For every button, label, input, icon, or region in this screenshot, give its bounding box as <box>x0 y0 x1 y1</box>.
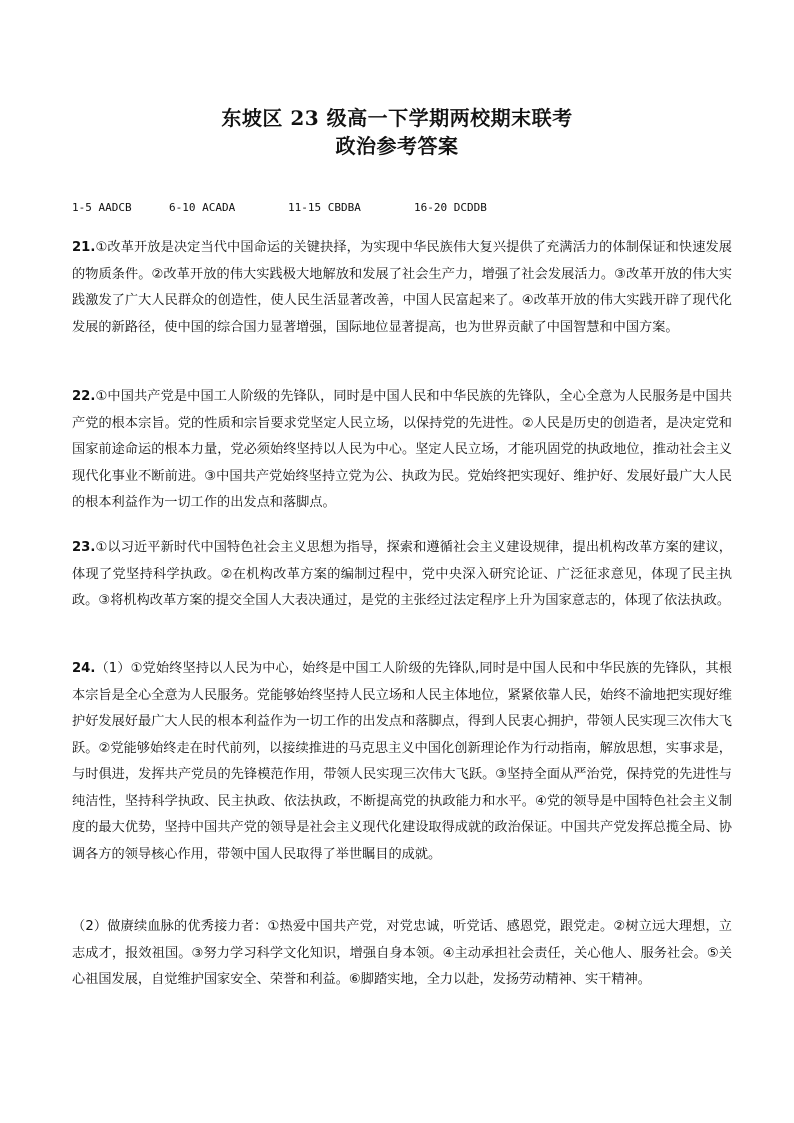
document-title <box>0 104 794 160</box>
answer-text: （2）做赓续血脉的优秀接力者：①热爱中国共产党，对党忠诚，听党话、感恩党，跟党走。②树立远大理想，立志成才，报效祖国。③努力学习科学文化知识，增强自身本领。④主动承担社会责任，关心他人、服务社会。⑤关心祖国发展，自觉维护国家安全、荣誉和利益。⑥脚踏实地，全力以赴，发扬劳动精神、实干精神。 <box>72 919 732 987</box>
answer-22 <box>72 384 732 517</box>
choice-answer-group: 6-10 ACADA <box>169 201 236 214</box>
choice-answers <box>72 198 732 218</box>
question-number: 24. <box>72 661 96 676</box>
answer-24-part-2 <box>72 914 732 994</box>
answer-text: （1）①党始终坚持以人民为中心，始终是中国工人阶级的先锋队,同时是中国人民和中华民族的先锋队，其根本宗旨是全心全意为人民服务。党能够始终坚持人民立场和人民主体地位，紧紧依靠人民，始终不渝地把实现好维护好发展好最广大人民的根本利益作为一切工作的出发点和落脚点，得到人民衷心拥护，带领人民实现三次伟大飞跃。②党能够始终走在时代前列，以接续推进的马克思主义中国化创新理论作为行动指南，解放思想，实事求是，与时俱进，发挥共产党员的先锋模范作用，带领人民实现三次伟大飞跃。③坚持全面从严治党，保持党的先进性与纯洁性，坚持科学执政、民主执政、依法执政，不断提高党的执政能力和水平。④党的领导是中国特色社会主义制度的最大优势，坚持中国共产党的领导是社会主义现代化建设取得成就的政治保证。中国共产党发挥总揽全局、协调各方的领导核心作用，带领中国人民取得了举世瞩目的成就。 <box>72 661 732 862</box>
answer-text: ①中国共产党是中国工人阶级的先锋队，同时是中国人民和中华民族的先锋队，全心全意为人民服务是中国共产党的根本宗旨。党的性质和宗旨要求党坚定人民立场，以保持党的先进性。②人民是历史的创造者，是决定党和国家前途命运的根本力量，党必须始终坚持以人民为中心。坚定人民立场，才能巩固党的执政地位，推动社会主义现代化事业不断前进。③中国共产党始终坚持立党为公、执政为民。党始终把实现好、维护好、发展好最广大人民的根本利益作为一切工作的出发点和落脚点。 <box>72 389 732 510</box>
answer-key-title: 政治参考答案 <box>335 134 459 158</box>
answer-24-part-1 <box>72 656 732 868</box>
answer-text: ①改革开放是决定当代中国命运的关键抉择，为实现中华民族伟大复兴提供了充满活力的体制保证和快速发展的物质条件。②改革开放的伟大实践极大地解放和发展了社会生产力，增强了社会发展活力。③改革开放的伟大实践激发了广大人民群众的创造性，使人民生活显著改善，中国人民富起来了。④改革开放的伟大实践开辟了现代化发展的新路径，使中国的综合国力显著增强，国际地位显著提高，也为世界贡献了中国智慧和中国方案。 <box>72 240 732 335</box>
answer-text: ①以习近平新时代中国特色社会主义思想为指导，探索和遵循社会主义建设规律，提出机构改革方案的建议，体现了党坚持科学执政。②在机构改革方案的编制过程中，党中央深入研究论证、广泛征求意见，体现了民主执政。③将机构改革方案的提交全国人大表决通过，是党的主张经过法定程序上升为国家意志的，体现了依法执政。 <box>72 540 732 608</box>
answer-21 <box>72 235 732 341</box>
question-number: 22. <box>72 389 96 404</box>
answer-23 <box>72 535 732 615</box>
choice-answer-group: 11-15 CBDBA <box>288 201 361 214</box>
choice-answer-group: 1-5 AADCB <box>72 201 132 214</box>
choice-answer-group: 16-20 DCDDB <box>414 201 487 214</box>
question-number: 23. <box>72 540 96 555</box>
exam-title: 东坡区 23 级高一下学期两校期末联考 <box>221 106 573 130</box>
question-number: 21. <box>72 240 96 255</box>
